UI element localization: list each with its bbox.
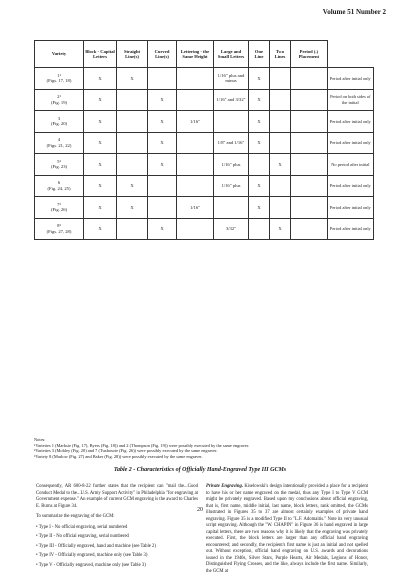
col-straight: Straight Line(s): [117, 41, 148, 68]
paragraph: [206, 484, 368, 575]
table-cell: 1/16": [177, 111, 214, 133]
period-placement-cell: Period after initial only: [327, 175, 373, 197]
col-period: Period (.) Placement: [291, 41, 328, 68]
figure-reference: (Figs. 21, 22): [46, 142, 72, 148]
table-cell: [117, 111, 148, 133]
list-item: • Type IV - Officially engraved, machine only (see Table 3): [36, 553, 148, 558]
variety-number: 8³: [57, 223, 61, 229]
variety-number: 7³: [57, 201, 61, 207]
period-placement-cell: Period after initial only: [327, 111, 373, 133]
table-cell: 1/8" and 1/16": [214, 132, 249, 154]
table-body: [35, 68, 374, 240]
table-cell: [117, 132, 148, 154]
table-cell: X: [84, 68, 117, 90]
figure-reference: (Fig. 24, 25): [47, 185, 71, 191]
period-placement-cell: Period after initial only: [327, 218, 373, 240]
table-notes: [34, 437, 374, 459]
table-header-row: [35, 41, 374, 68]
period-placement-cell: No period after initial: [327, 154, 373, 176]
table-caption: Table 2 - Characteristics of Officially Hand-Engraved Type III GCMs: [113, 467, 287, 473]
table-cell: [270, 197, 291, 219]
variety-cell: [35, 68, 84, 90]
engraving-varieties-table: [34, 40, 374, 240]
table-cell: [177, 154, 214, 176]
paragraph: Consequently, AR 600-8-22 further states that the recipient can "mail the...Good Conduct Medal to the...U.S. Army Support Activity" in Philadelphia "for engraving at Government expense." An example of current GCM engraving is the award to Charles E. Burns at Figure 34.: [36, 484, 198, 509]
table-cell: [177, 132, 214, 154]
period-placement-cell: Period after initial only: [327, 197, 373, 219]
table-cell: X: [270, 218, 291, 240]
col-curved: Curved Line(s): [148, 41, 177, 68]
table-cell: 1/16" plus: [214, 154, 249, 176]
table-cell: [291, 218, 328, 240]
table-cell: [291, 89, 328, 111]
table-cell: X: [84, 218, 117, 240]
table-cell: X: [249, 89, 270, 111]
page-number: 20: [197, 507, 203, 513]
variety-number: 1¹: [57, 72, 61, 78]
table-cell: [117, 218, 148, 240]
list-item: • Type III - Officially engraved, hand and machine (see Table 2): [36, 543, 156, 549]
table-cell: X: [249, 68, 270, 90]
table-cell: X: [84, 197, 117, 219]
table-cell: X: [249, 132, 270, 154]
table-cell: X: [84, 111, 117, 133]
period-placement-cell: Period after initial only: [327, 68, 373, 90]
period-placement-cell: Period after initial only: [327, 132, 373, 154]
figure-reference: (Fig. 20): [50, 121, 68, 127]
table-cell: X: [84, 89, 117, 111]
variety-cell: [35, 175, 84, 197]
table-cell: X: [148, 132, 177, 154]
table-cell: [291, 197, 328, 219]
variety-cell: [35, 111, 84, 133]
table-cell: [148, 175, 177, 197]
table-cell: [249, 154, 270, 176]
table-cell: [249, 218, 270, 240]
table-cell: [214, 197, 249, 219]
table-cell: X: [148, 89, 177, 111]
table-cell: 1/16" plus: [214, 175, 249, 197]
table-cell: [291, 132, 328, 154]
table-cell: [177, 218, 214, 240]
col-block: Block - Capital Letters: [84, 41, 117, 68]
table-cell: [117, 154, 148, 176]
table-row: [35, 197, 374, 219]
right-column: [206, 484, 368, 579]
variety-cell: [35, 132, 84, 154]
col-two-lines: Two Lines: [270, 41, 291, 68]
table-cell: [148, 197, 177, 219]
figure-reference: (Fig. 26): [50, 207, 68, 213]
table-cell: [117, 89, 148, 111]
table-cell: X: [148, 111, 177, 133]
variety-number: 6: [57, 180, 61, 186]
table-cell: [270, 132, 291, 154]
note-1: ¹Varieties 1 (Marksie (Fig. 17), Byers (Fig. 18)) and 2 (Thompson (Fig. 19)) were possibly executed by the same engraver.: [34, 442, 250, 448]
col-same-height: Lettering - the Same Height: [177, 41, 214, 68]
table-cell: 1/16": [177, 197, 214, 219]
table-cell: X: [270, 154, 291, 176]
table-cell: 1/16" and 3/32": [214, 89, 249, 111]
notes-label: Notes:: [34, 437, 46, 442]
variety-cell: [35, 218, 84, 240]
variety-number: 2¹: [57, 94, 61, 100]
table-cell: [291, 175, 328, 197]
figure-reference: (Fig. 19): [50, 99, 68, 105]
variety-cell: [35, 197, 84, 219]
table-cell: [177, 68, 214, 90]
list-item: • Type V - Officially engraved, machine only (see Table 3): [36, 562, 146, 568]
section-title: Private Engraving.: [206, 484, 243, 489]
list-item: • Type II - No official engraving, serial numbered: [36, 534, 129, 539]
figure-reference: (Figs. 27, 28): [46, 228, 72, 234]
table-cell: [270, 89, 291, 111]
table-cell: [270, 175, 291, 197]
table-cell: 1/16" plus and minus: [214, 68, 249, 90]
figure-reference: (Figs. 17, 18): [46, 78, 72, 84]
variety-number: 3: [57, 115, 61, 121]
table-cell: X: [249, 197, 270, 219]
table-row: [35, 218, 374, 240]
table-cell: [291, 154, 328, 176]
table-cell: X: [117, 175, 148, 197]
table-cell: [148, 68, 177, 90]
col-one-line: One Line: [249, 41, 270, 68]
table-cell: [291, 111, 328, 133]
table-cell: [270, 68, 291, 90]
table-cell: [270, 111, 291, 133]
table-cell: 3/32": [214, 218, 249, 240]
table-cell: X: [249, 175, 270, 197]
table-cell: X: [148, 154, 177, 176]
variety-cell: [35, 154, 84, 176]
figure-reference: (Fig. 23): [50, 164, 68, 170]
table-cell: X: [249, 111, 270, 133]
paragraph: To summarize the engraving of the GCM:: [36, 514, 115, 519]
table-row: [35, 68, 374, 90]
table-cell: X: [84, 175, 117, 197]
note-3: ³Variety 8 (Marlow (Fig. 27) and Baker (Fig. 28)) were possibly executed by the same engraver.: [34, 453, 203, 459]
variety-number: 4: [57, 137, 61, 143]
paragraph-text: Kiselowski's design intentionally provided a place for a recipient to have his or her name engraved on the medal, thus any Type I to Type V GCM might be privately engraved. Based upon my conclusions about official engraving, that is, first name, middle initial, last name, block letters, rank omitted, the GCMs illustrated in Figures 35 to 37 are almost certainly examples of private hand engraving. Figure 35 is a modified Type II to "L.F. Adomaitis." Note its very unusual script engraving. Although the "W. CHAPIN" in Figure 36 is hand engraved in large capital letters, there are two reasons why it is likely that the engraving was privately executed. First, the block letters are larger than any official hand engraving encountered; and secondly, the recipient's first name is just an initial and not spelled out. Without exception, official hand engraving on U.S. awards and decorations issued in the 1940s, Silver Stars, Purple Hearts, Air Medals, Legions of Honor, Distinguished Flying Crosses, and the like, always include the first name. Similarly, the GCM at: [206, 484, 368, 574]
issue-header: Volume 51 Number 2: [322, 8, 386, 16]
left-column: [36, 484, 198, 572]
col-large-small: Large and Small Letters: [214, 41, 249, 68]
table-cell: X: [148, 218, 177, 240]
table-row: [35, 175, 374, 197]
variety-number: 5²: [57, 158, 61, 164]
table-row: [35, 89, 374, 111]
variety-cell: [35, 89, 84, 111]
table-row: [35, 154, 374, 176]
table-cell: [214, 111, 249, 133]
note-2: ²Varieties 3 (Mobley (Fig. 20) and 7 (Tuxbourie (Fig. 26)) were possibly executed by the same engraver.: [34, 448, 218, 454]
col-variety: Variety: [35, 41, 84, 68]
table-cell: [177, 175, 214, 197]
table-row: [35, 111, 374, 133]
list-item: • Type I - No official engraving, serial numbered: [36, 524, 128, 530]
table-cell: [177, 89, 214, 111]
table-cell: X: [117, 197, 148, 219]
table-cell: X: [117, 68, 148, 90]
period-placement-cell: Period on both sides of the initial: [327, 89, 373, 111]
table-cell: X: [84, 154, 117, 176]
table-row: [35, 132, 374, 154]
table-cell: X: [84, 132, 117, 154]
table-cell: [291, 68, 328, 90]
